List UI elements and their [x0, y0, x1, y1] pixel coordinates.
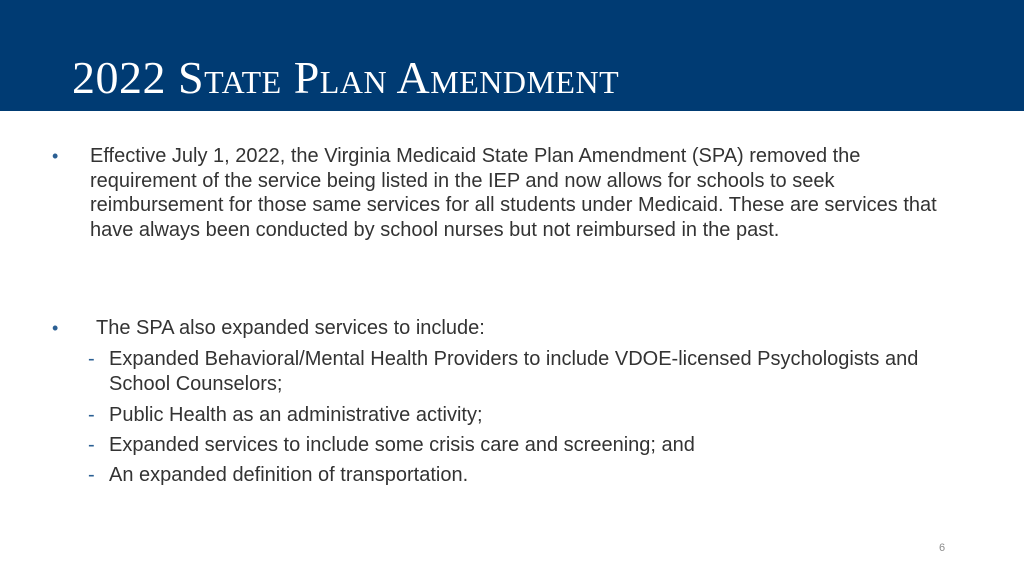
- sub-bullet-marker: -: [88, 348, 95, 370]
- sub-bullet-marker: -: [88, 434, 95, 456]
- sub-item-public-health: Public Health as an administrative activity;: [109, 404, 483, 426]
- slide-title: 2022 State Plan Amendment: [72, 52, 620, 103]
- slide-page-number: 6: [938, 542, 946, 554]
- bullet-marker: •: [52, 146, 59, 166]
- bullet-text-spa-effective: Effective July 1, 2022, the Virginia Medicaid State Plan Amendment (SPA) removed the requirement of the service being listed in the IEP and now allows for schools to seek reimbursement for those same services for all students under Medicaid. These are services that have always been conducted by school nurses but not reimbursed in the past.: [90, 145, 937, 241]
- sub-item-transportation: An expanded definition of transportation.: [109, 464, 469, 486]
- sub-item-behavioral-health: Expanded Behavioral/Mental Health Providers to include VDOE-licensed Psychologists and School Counselors;: [109, 348, 919, 395]
- sub-bullet-marker: -: [88, 404, 95, 426]
- sub-bullet-marker: -: [88, 464, 95, 486]
- bullet-marker: •: [52, 318, 59, 338]
- sub-item-crisis-care: Expanded services to include some crisis care and screening; and: [109, 434, 695, 456]
- title-banner: [0, 0, 1024, 111]
- bullet-text-spa-expanded: The SPA also expanded services to include:: [96, 317, 485, 339]
